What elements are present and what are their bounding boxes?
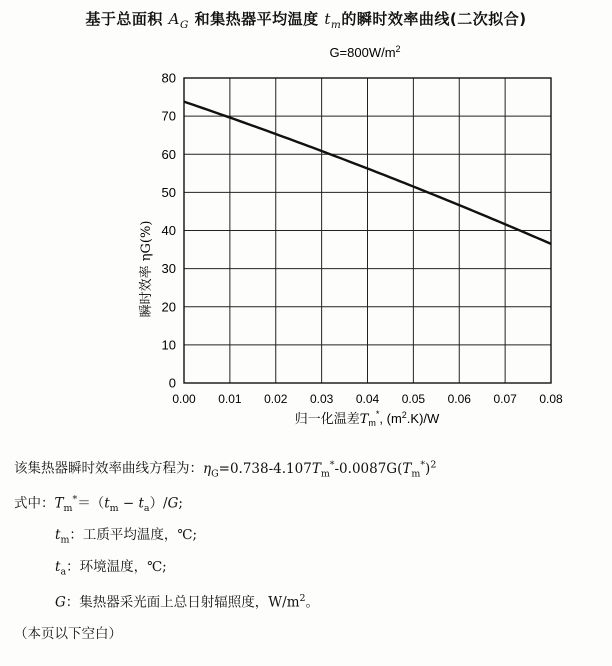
y-tick-label: 0 <box>168 375 176 391</box>
y-tick-label: 50 <box>161 184 176 200</box>
y-tick-label: 10 <box>161 337 176 353</box>
title-A: $A_G$ <box>168 10 189 31</box>
x-tick-label: 0.04 <box>355 392 380 406</box>
x-tick-label: 0.02 <box>264 392 288 406</box>
y-tick-labels <box>162 71 176 391</box>
chart-subtitle: $G=800W/m^2$ <box>329 44 401 60</box>
chart-title <box>0 8 612 31</box>
x-axis-label: 归一化温差$T_m^*$, $(m^2.K)/W$ <box>294 409 440 428</box>
title-middle: 和集热器平均温度 <box>194 10 319 28</box>
x-tick-label: 0.07 <box>493 392 517 406</box>
x-tick-label: 0.06 <box>447 392 471 406</box>
definition-tm: $t_m$：工质平均温度，℃; <box>55 527 198 547</box>
y-tick-label: 40 <box>161 223 176 238</box>
definition-tm-star: 式中：$T_m^*=(t_m - t_a)/G$; <box>14 494 183 515</box>
title-prefix: 基于总面积 <box>85 10 163 28</box>
x-tick-label: 0.08 <box>539 392 563 406</box>
efficiency-chart <box>0 40 612 440</box>
definition-ta: $t_a$：环境温度，℃; <box>55 559 167 578</box>
title-t: $t_m$ <box>324 10 342 31</box>
y-tick-label: 80 <box>161 70 176 86</box>
equation-block <box>14 452 604 647</box>
y-tick-label: 30 <box>161 261 176 277</box>
chart-grid <box>184 78 551 383</box>
title-suffix: 的瞬时效率曲线(二次拟合) <box>341 10 527 28</box>
equation-line: 该集热器瞬时效率曲线方程为：$\eta_G=0.738-4.107T_m^*-0.0087G(T_m^*)^2$ <box>14 459 437 480</box>
y-tick-label: 70 <box>161 108 176 124</box>
footer-note: （本页以下空白） <box>14 626 122 643</box>
y-tick-label: 20 <box>161 299 176 315</box>
x-tick-label: 0.00 <box>172 392 196 406</box>
x-tick-label: 0.03 <box>309 392 334 406</box>
y-axis-label: 瞬时效率 ηG(%) <box>139 220 154 318</box>
x-tick-labels <box>172 392 563 406</box>
y-tick-label: 60 <box>161 146 176 162</box>
definition-G: G：集热器采光面上总日射辐照度，$W/m^2$。 <box>55 592 320 611</box>
x-tick-label: 0.05 <box>401 392 426 406</box>
x-tick-label: 0.01 <box>218 392 242 406</box>
